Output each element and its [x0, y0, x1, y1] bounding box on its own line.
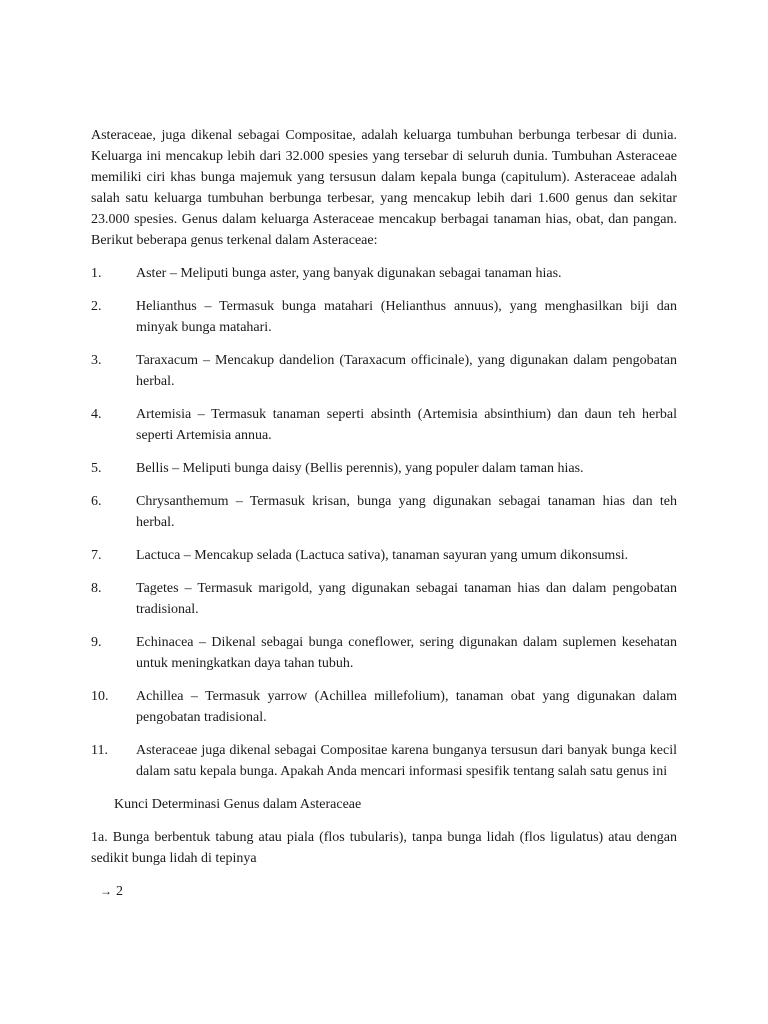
list-item-text: Chrysanthemum – Termasuk krisan, bunga yang digunakan sebagai tanaman hias dan teh herbal.	[136, 494, 677, 530]
list-item-number: 3.	[91, 353, 102, 368]
list-item-text: Achillea – Termasuk yarrow (Achillea millefolium), tanaman obat yang digunakan dalam pengobatan tradisional.	[136, 689, 677, 725]
list-item-number: 11.	[91, 743, 108, 758]
key-step-1a: 1a. Bunga berbentuk tabung atau piala (flos tubularis), tanpa bunga lidah (flos ligulatus) atau dengan sedikit bunga lidah di tepinya	[91, 830, 677, 866]
key-step-arrow	[100, 881, 677, 902]
list-item-text: Asteraceae juga dikenal sebagai Compositae karena bunganya tersusun dari banyak bunga kecil dalam satu kepala bunga. Apakah Anda mencari informasi spesifik tentang salah satu genus ini	[136, 743, 677, 779]
list-item	[91, 545, 677, 566]
list-item-number: 9.	[91, 635, 102, 650]
right-arrow-icon: →	[100, 884, 112, 898]
list-item	[91, 263, 677, 284]
list-item	[91, 632, 677, 674]
list-item-text: Artemisia – Termasuk tanaman seperti absinth (Artemisia absinthium) dan daun teh herbal seperti Artemisia annua.	[136, 407, 677, 443]
list-item	[91, 404, 677, 446]
list-item	[91, 350, 677, 392]
list-item-number: 7.	[91, 548, 102, 563]
list-item-number: 8.	[91, 581, 102, 596]
intro-paragraph: Asteraceae, juga dikenal sebagai Compositae, adalah keluarga tumbuhan berbunga terbesar di dunia. Keluarga ini mencakup lebih dari 32.000 spesies yang tersebar di seluruh dunia. Tumbuhan Asteraceae memiliki ciri khas bunga majemuk yang tersusun dalam kepala bunga (capitulum). Asteraceae adalah salah satu keluarga tumbuhan berbunga terbesar, yang mencakup lebih dari 1.600 genus dan sekitar 23.000 spesies. Genus dalam keluarga Asteraceae mencakup berbagai tanaman hias, obat, dan pangan. Berikut beberapa genus terkenal dalam Asteraceae:	[91, 128, 677, 248]
list-item-number: 1.	[91, 266, 102, 281]
list-item	[91, 458, 677, 479]
genus-list	[91, 263, 677, 782]
list-item	[91, 578, 677, 620]
list-item-number: 10.	[91, 689, 109, 704]
list-item-number: 4.	[91, 407, 102, 422]
list-item	[91, 740, 677, 782]
list-item-number: 6.	[91, 494, 102, 509]
list-item-text: Tagetes – Termasuk marigold, yang digunakan sebagai tanaman hias dan dalam pengobatan tradisional.	[136, 581, 677, 617]
list-item-text: Echinacea – Dikenal sebagai bunga coneflower, sering digunakan dalam suplemen kesehatan untuk meningkatkan daya tahan tubuh.	[136, 635, 677, 671]
list-item	[91, 296, 677, 338]
list-item-text: Helianthus – Termasuk bunga matahari (Helianthus annuus), yang menghasilkan biji dan minyak bunga matahari.	[136, 299, 677, 335]
list-item-number: 2.	[91, 299, 102, 314]
list-item	[91, 491, 677, 533]
list-item	[91, 686, 677, 728]
list-item-number: 5.	[91, 461, 102, 476]
list-item-text: Lactuca – Mencakup selada (Lactuca sativa), tanaman sayuran yang umum dikonsumsi.	[136, 548, 629, 563]
list-item-text: Taraxacum – Mencakup dandelion (Taraxacum officinale), yang digunakan dalam pengobatan herbal.	[136, 353, 677, 389]
list-item-text: Bellis – Meliputi bunga daisy (Bellis perennis), yang populer dalam taman hias.	[136, 461, 584, 476]
list-item-text: Aster – Meliputi bunga aster, yang banyak digunakan sebagai tanaman hias.	[136, 266, 562, 281]
arrow-target: 2	[116, 884, 123, 899]
section-heading: Kunci Determinasi Genus dalam Asteraceae	[114, 797, 362, 812]
document-body	[91, 125, 677, 902]
